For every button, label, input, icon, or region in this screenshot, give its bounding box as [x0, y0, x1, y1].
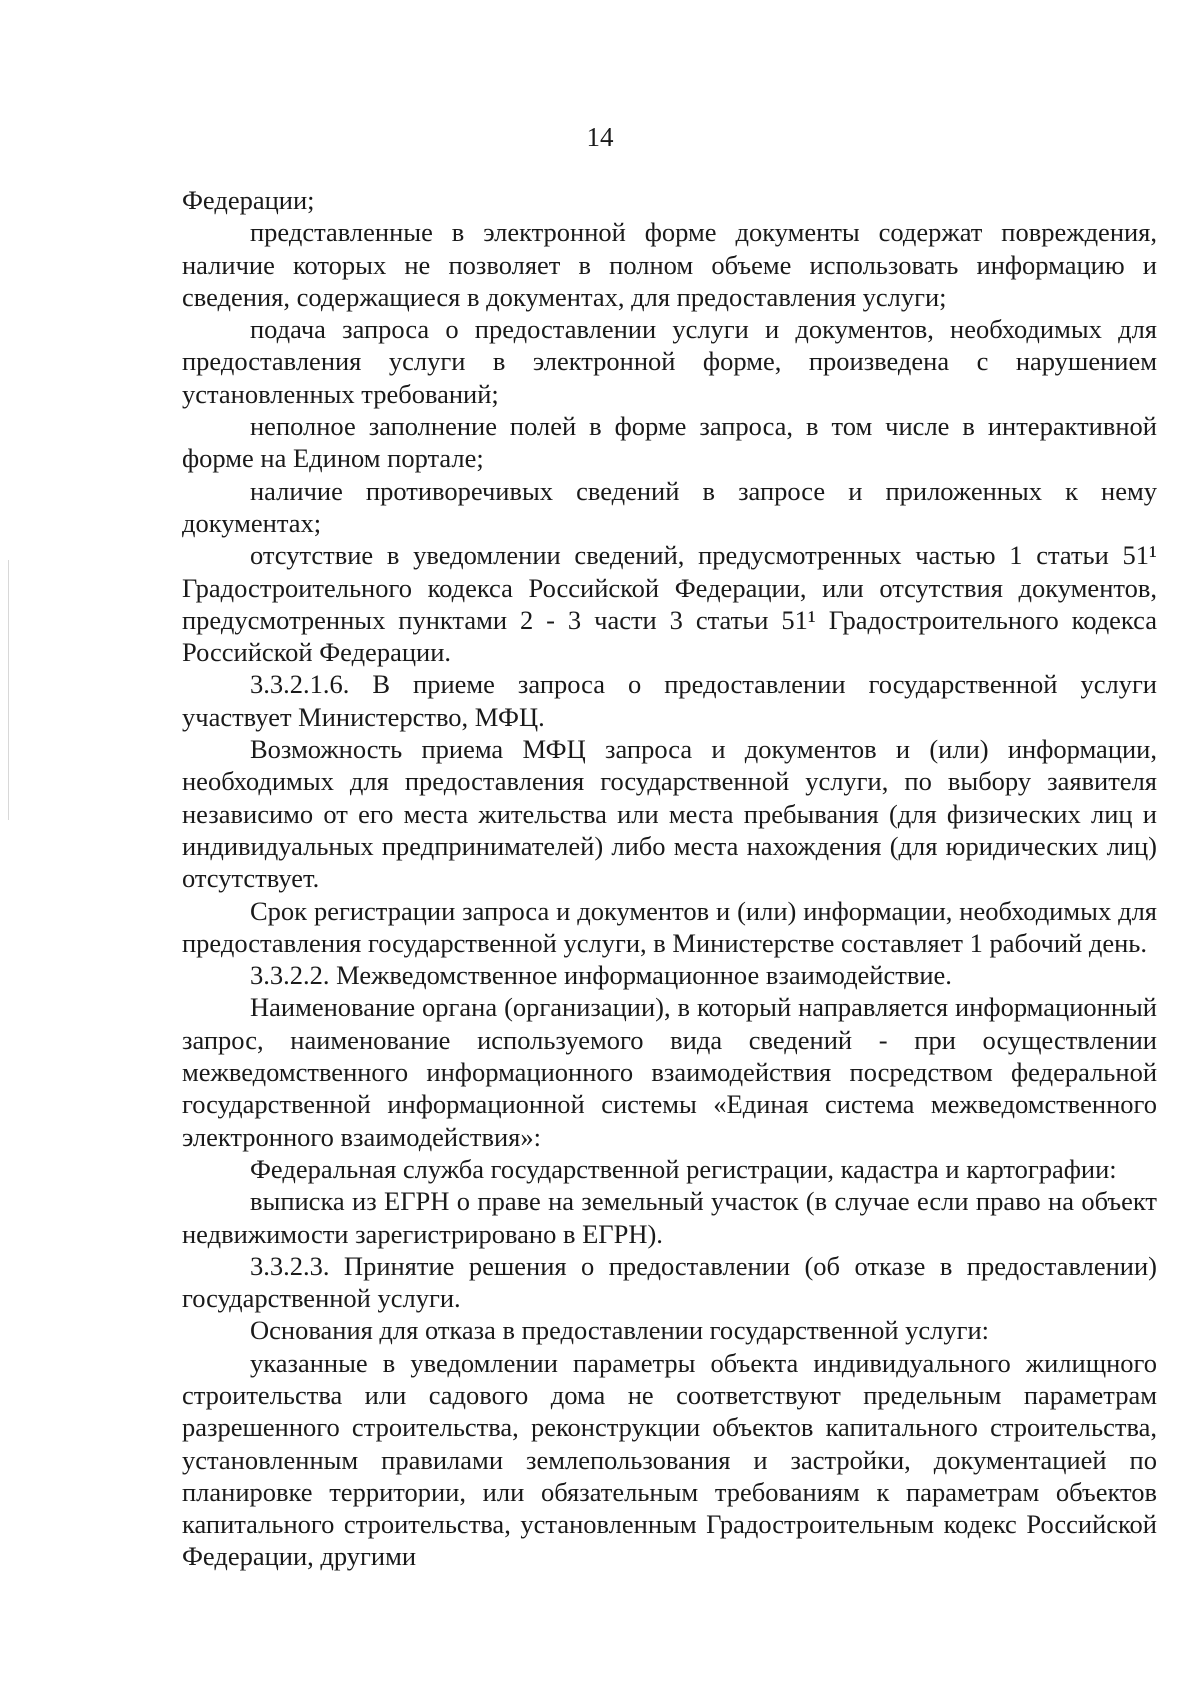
paragraph: неполное заполнение полей в форме запроса, в том числе в интерактивной форме на Едином портале;: [182, 411, 1157, 474]
paragraph: 3.3.2.1.6. В приеме запроса о предоставлении государственной услуги участвует Министерство, МФЦ.: [182, 669, 1157, 732]
paragraph: Основания для отказа в предоставлении государственной услуги:: [250, 1315, 990, 1346]
paragraph: выписка из ЕГРН о праве на земельный участок (в случае если право на объект недвижимости зарегистрировано в ЕГРН).: [182, 1186, 1157, 1249]
paragraph: Наименование органа (организации), в который направляется информационный запрос, наименование используемого вида сведений - при осуществлении межведомственного информационного взаимодействия посредством федеральной государственной информационной системы «Единая система межведомственного электронного взаимодействия»:: [182, 992, 1157, 1152]
paragraph: наличие противоречивых сведений в запросе и приложенных к нему документах;: [182, 475, 1157, 538]
paragraph: Срок регистрации запроса и документов и (или) информации, необходимых для предоставления государственной услуги, в Министерстве составляет 1 рабочий день.: [182, 895, 1157, 958]
scan-edge-mark: [8, 560, 9, 820]
document-body: [182, 184, 1157, 1573]
paragraph: 3.3.2.3. Принятие решения о предоставлении (об отказе в предоставлении) государственной услуги.: [182, 1250, 1157, 1314]
paragraph: подача запроса о предоставлении услуги и документов, необходимых для предоставления услуги в электронной форме, произведена с нарушением установленных требований;: [182, 314, 1157, 409]
paragraph: Федерации;: [182, 185, 315, 215]
page-number: 14: [586, 122, 614, 152]
paragraph: Возможность приема МФЦ запроса и документов и (или) информации, необходимых для предоставления государственной услуги, по выбору заявителя независимо от его места жительства или места пребывания (для физических лиц и индивидуальных предпринимателей) либо места нахождения (для юридических лиц) отсутствует.: [182, 734, 1157, 894]
paragraph: Федеральная служба государственной регистрации, кадастра и картографии:: [250, 1153, 1117, 1184]
paragraph: 3.3.2.2. Межведомственное информационное взаимодействие.: [250, 960, 952, 991]
paragraph: представленные в электронной форме документы содержат повреждения, наличие которых не позволяет в полном объеме использовать информацию и сведения, содержащиеся в документах, для предоставления услуги;: [182, 217, 1157, 312]
paragraph: отсутствие в уведомлении сведений, предусмотренных частью 1 статьи 51¹ Градостроительного кодекса Российской Федерации, или отсутствия документов, предусмотренных пунктами 2 - 3 части 3 статьи 51¹ Градостроительного кодекса Российской Федерации.: [182, 540, 1157, 668]
paragraph: указанные в уведомлении параметры объекта индивидуального жилищного строительства или садового дома не соответствуют предельным параметрам разрешенного строительства, реконструкции объектов капитального строительства, установленным правилами землепользования и застройки, документацией по планировке территории, или обязательным требованиям к параметрам объектов капитального строительства, установленным Градостроительным кодекс Российской Федерации, другими: [182, 1347, 1157, 1572]
